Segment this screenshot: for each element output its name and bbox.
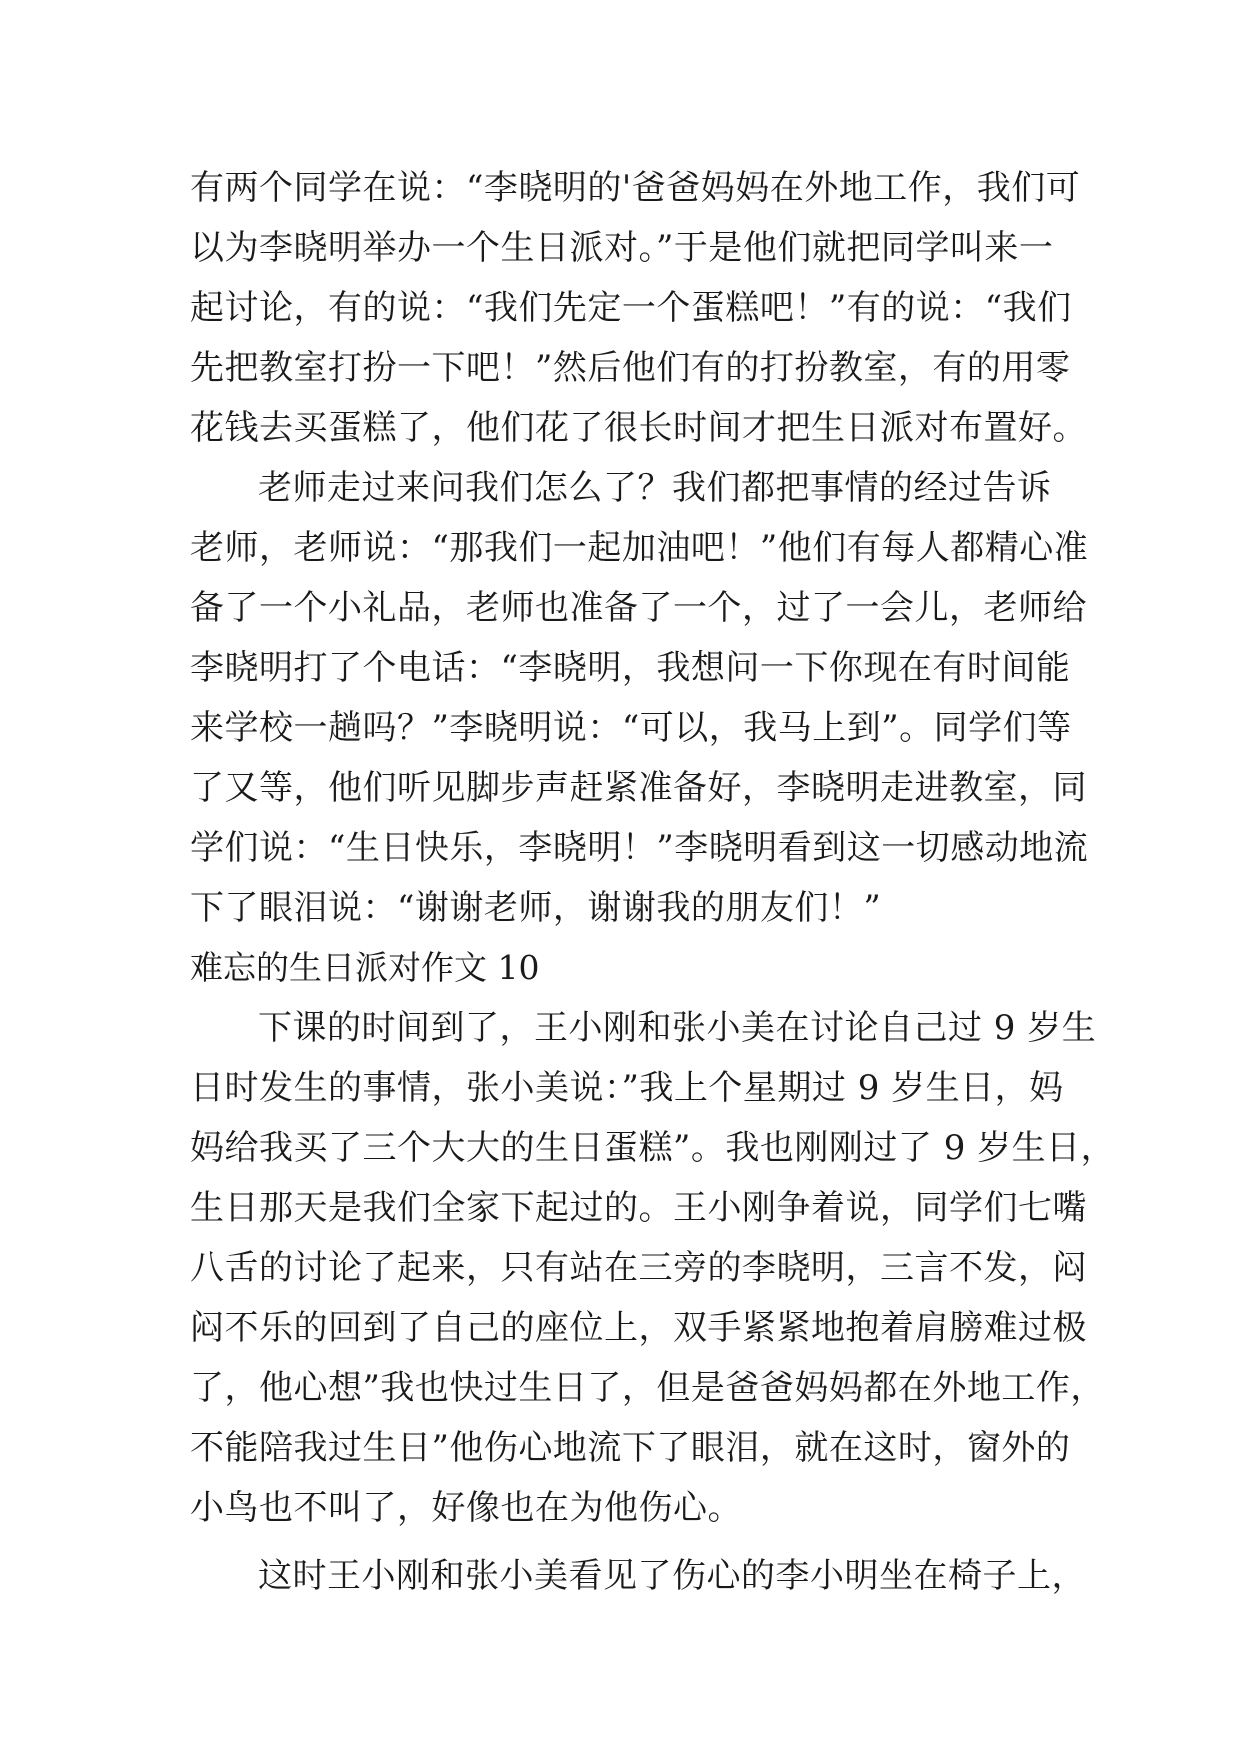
text-line: 小鸟也不叫了，好像也在为他伤心。 (190, 1488, 742, 1528)
text-line: 妈给我买了三个大大的生日蛋糕”。我也刚刚过了 9 岁生日， (190, 1128, 1116, 1168)
text-line: 了，他心想”我也快过生日了，但是爸爸妈妈都在外地工作， (190, 1368, 1105, 1408)
text-line: 八舌的讨论了起来，只有站在三旁的李晓明，三言不发，闷 (190, 1248, 1087, 1288)
text-line: 李晓明打了个电话：“李晓明，我想问一下你现在有时间能 (190, 648, 1071, 688)
document-body (190, 158, 1116, 1606)
text-line: 学们说：“生日快乐，李晓明！”李晓明看到这一切感动地流 (190, 828, 1089, 868)
text-line: 老师，老师说：“那我们一起加油吧！”他们有每人都精心准 (190, 528, 1089, 568)
section-heading: 难忘的生日派对作文 10 (190, 948, 540, 987)
text-line: 了又等，他们听见脚步声赶紧准备好，李晓明走进教室，同 (190, 768, 1087, 808)
text-line: 日时发生的事情，张小美说：”我上个星期过 9 岁生日，妈 (190, 1068, 1064, 1108)
text-line: 花钱去买蛋糕了，他们花了很长时间才把生日派对布置好。 (190, 408, 1087, 448)
text-line: 来学校一趟吗？”李晓明说：“可以，我马上到”。同学们等 (190, 708, 1072, 748)
text-line: 备了一个小礼品，老师也准备了一个，过了一会儿，老师给 (190, 588, 1087, 628)
text-line: 起讨论，有的说：“我们先定一个蛋糕吧！”有的说：“我们 (190, 288, 1072, 328)
text-line: 以为李晓明举办一个生日派对。”于是他们就把同学叫来一 (190, 228, 1054, 268)
text-line: 下了眼泪说：“谢谢老师，谢谢我的朋友们！” (190, 888, 882, 928)
paragraph-start-line: 下课的时间到了，王小刚和张小美在讨论自己过 9 岁生 (258, 1008, 1097, 1048)
text-line: 生日那天是我们全家下起过的。王小刚争着说，同学们七嘴 (190, 1188, 1087, 1228)
text-line: 有两个同学在说：“李晓明的'爸爸妈妈在外地工作，我们可 (190, 168, 1081, 208)
text-line: 闷不乐的回到了自己的座位上，双手紧紧地抱着肩膀难过极 (190, 1308, 1087, 1348)
text-line: 先把教室打扮一下吧！”然后他们有的打扮教室，有的用零 (190, 348, 1071, 388)
paragraph-start-line: 这时王小刚和张小美看见了伤心的李小明坐在椅子上， (258, 1556, 1086, 1596)
paragraph-start-line: 老师走过来问我们怎么了？我们都把事情的经过告诉 (258, 468, 1052, 508)
text-line: 不能陪我过生日”他伤心地流下了眼泪，就在这时，窗外的 (190, 1428, 1071, 1468)
